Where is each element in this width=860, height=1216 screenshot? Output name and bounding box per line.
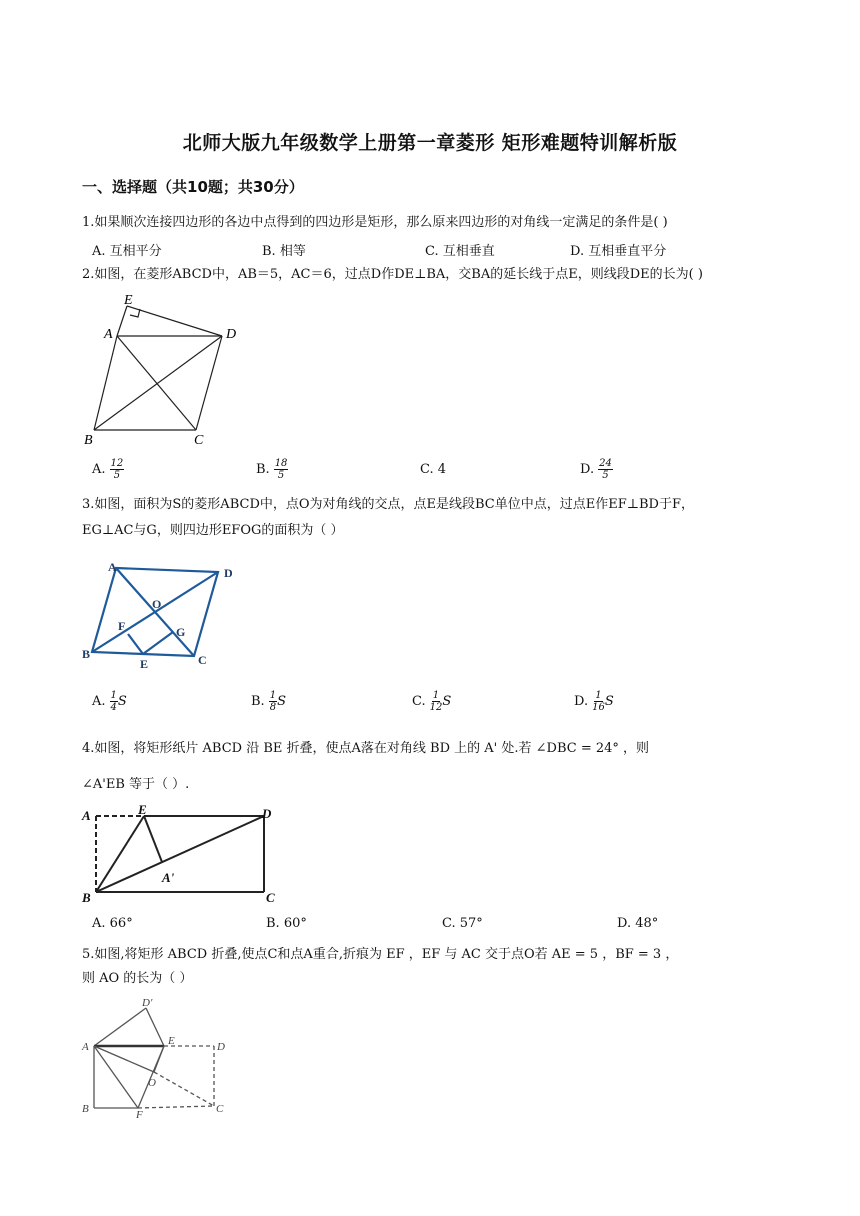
q4-label-a-prime: A' [162, 870, 175, 885]
q3-rhombus-figure [80, 558, 250, 673]
q5-label-a: A [82, 1041, 89, 1053]
q5-label-d: D [217, 1041, 225, 1053]
q3-label-e: E [140, 657, 149, 671]
question-5-line-1: 5.如图,将矩形 ABCD 折叠,使点C和点A重合,折痕为 EF ，EF 与 AC 交于点O若 AE = 5 ，BF = 3 ， [82, 947, 679, 962]
q3-label-f: F [118, 619, 126, 633]
q4-option-a: A. 66° [92, 916, 133, 931]
question-1-text: 1.如果顺次连接四边形的各边中点得到的四边形是矩形，那么原来四边形的对角线一定满足的条件是( ) [82, 215, 668, 230]
question-2-text: 2.如图，在菱形ABCD中，AB＝5，AC＝6，过点D作DE⊥BA，交BA的延长线于点E，则线段DE的长为( ) [82, 267, 703, 282]
q2-rhombus-figure [82, 290, 262, 450]
q4-rectangle-figure [80, 804, 280, 906]
q4-label-b: B [82, 890, 91, 905]
q5-label-b: B [82, 1103, 89, 1115]
question-3-line-1: 3.如图，面积为S的菱形ABCD中，点O为对角线的交点，点E是线段BC单位中点，过点E作EF⊥BD于F， [82, 497, 694, 512]
q5-fold-figure [80, 994, 250, 1124]
q3-option-a: A. $\frac{1}{4}$ S [92, 690, 127, 713]
q5-label-c: C [216, 1103, 224, 1115]
q5-label-d-prime: D' [142, 997, 153, 1009]
q3-label-c: C [198, 653, 207, 667]
q4-label-e: E [138, 804, 147, 817]
q3-option-b: B. $\frac{1}{8}$ S [251, 690, 286, 713]
question-4-line-2: ∠A'EB 等于（ ）. [82, 777, 190, 792]
q3-option-c: C. $\frac{1}{12}$ S [412, 690, 452, 713]
q2-label-c: C [194, 433, 204, 448]
q2-label-d: D [226, 327, 237, 342]
q3-label-a: A [108, 560, 117, 574]
q2-option-c: C. 4 [420, 462, 447, 477]
q3-label-g: G [176, 625, 186, 639]
q3-label-d: D [224, 566, 233, 580]
q2-option-d: D. $\frac{24}{5}$ [580, 458, 612, 481]
q5-label-e: E [168, 1035, 175, 1047]
q4-label-c: C [266, 890, 275, 905]
q3-label-b: B [82, 647, 91, 661]
q3-label-o: O [152, 597, 162, 611]
q4-option-d: D. 48° [617, 916, 659, 931]
q4-option-b: B. 60° [266, 916, 307, 931]
q2-option-a: A. $\frac{12}{5}$ [92, 458, 124, 481]
q5-label-o: O [148, 1077, 156, 1089]
q2-option-b: B. $\frac{18}{5}$ [256, 458, 288, 481]
section-heading: 一、选择题（共10题；共30分） [82, 178, 304, 196]
question-4-line-1: 4.如图，将矩形纸片 ABCD 沿 BE 折叠，使点A落在对角线 BD 上的 A' 处.若 ∠DBC = 24° ，则 [82, 741, 650, 756]
q1-option-c: C. 互相垂直 [425, 244, 495, 259]
q4-label-d: D [262, 806, 272, 821]
q1-option-a: A. 互相平分 [92, 244, 162, 259]
q2-label-a: A [104, 327, 113, 342]
q2-label-b: B [84, 433, 93, 448]
q4-label-a: A [82, 808, 91, 823]
q5-label-f: F [136, 1109, 143, 1121]
document-title: 北师大版九年级数学上册第一章菱形 矩形难题特训解析版 [182, 132, 678, 154]
q2-label-e: E [124, 293, 133, 308]
q1-option-d: D. 互相垂直平分 [570, 244, 667, 259]
question-3-line-2: EG⊥AC与G，则四边形EFOG的面积为（ ） [82, 523, 344, 538]
q1-option-b: B. 相等 [262, 244, 306, 259]
q3-option-d: D. $\frac{1}{16}$ S [574, 690, 614, 713]
question-5-line-2: 则 AO 的长为（ ） [82, 971, 193, 986]
q4-option-c: C. 57° [442, 916, 483, 931]
